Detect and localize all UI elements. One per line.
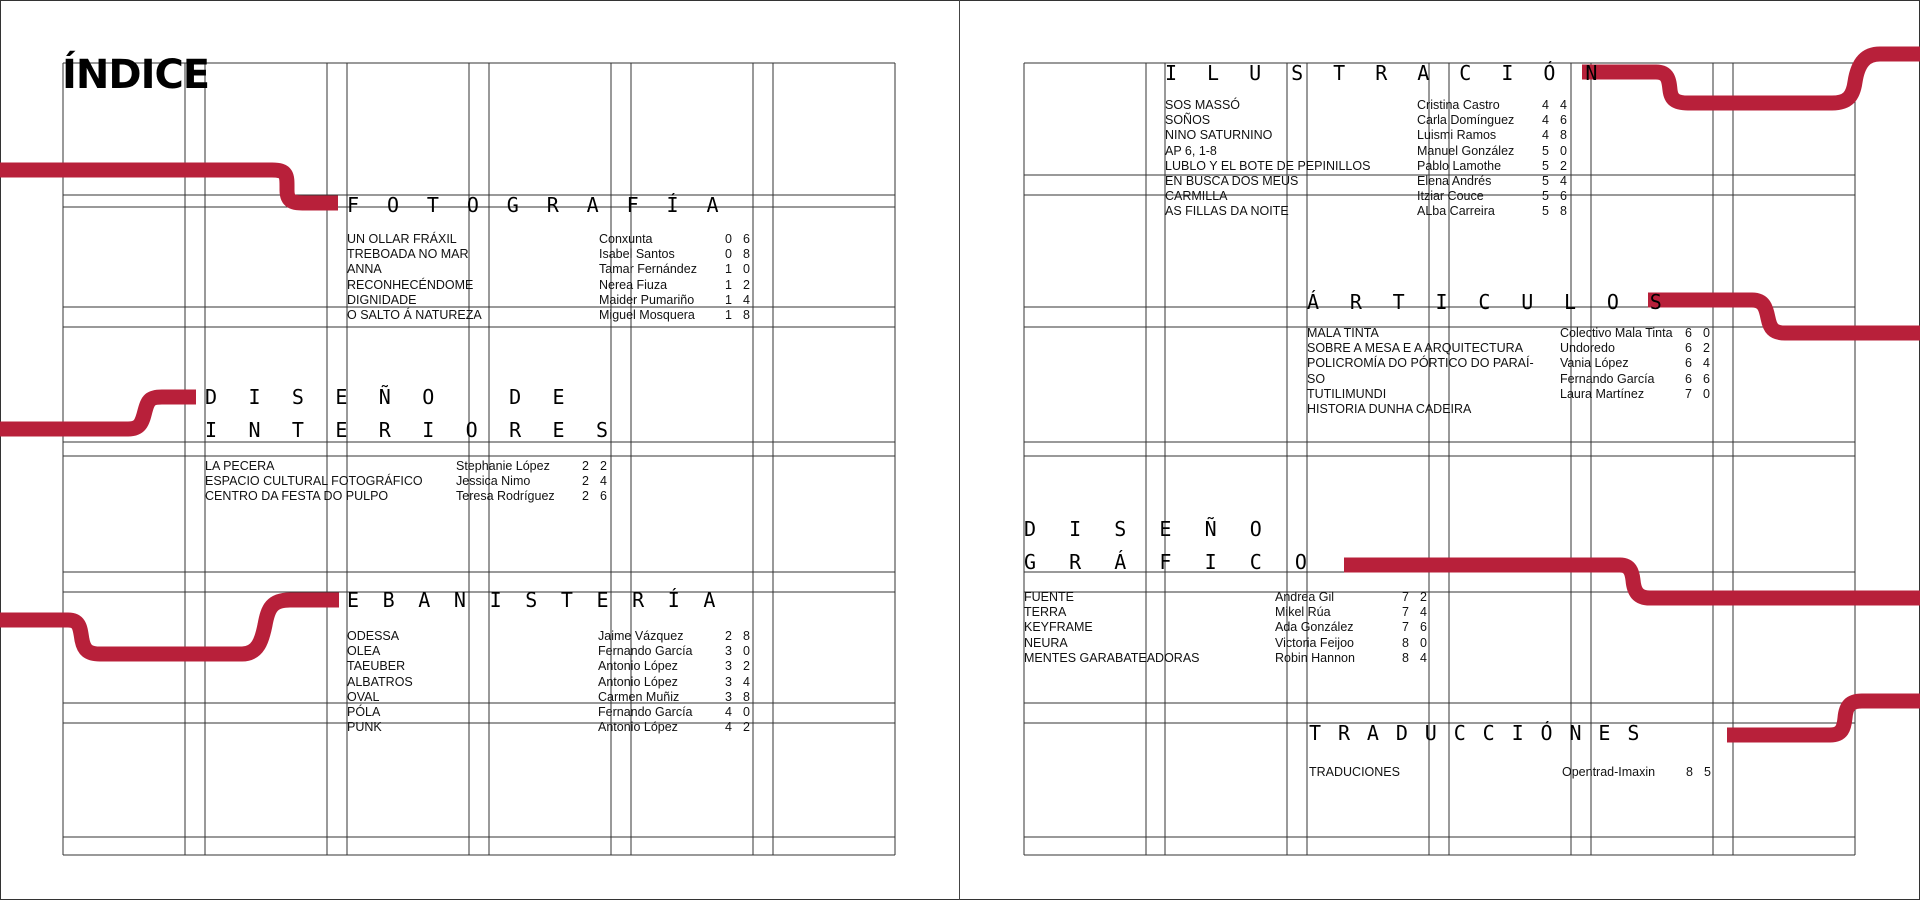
entry-page: 24 bbox=[582, 474, 618, 489]
ribbon-diseno-interiores bbox=[0, 397, 196, 429]
entry-page: 40 bbox=[725, 705, 761, 719]
entry-author: Miguel Mosquera bbox=[599, 308, 695, 322]
entry-page: 52 bbox=[1542, 158, 1578, 173]
entry-author: Luismi Ramos bbox=[1417, 128, 1497, 143]
entry-title: SOBRE A MESA E A ARQUITECTURA bbox=[1307, 341, 1524, 356]
entry-page: 72 bbox=[1402, 590, 1438, 604]
entry-author: Colectivo Mala Tinta bbox=[1560, 326, 1673, 340]
entry-title: O SALTO Á NATUREZA bbox=[347, 308, 482, 322]
entry-author: Antonio López bbox=[598, 720, 678, 735]
entry-author: Jessica Nimo bbox=[456, 474, 531, 489]
entry-title: POLICROMÍA DO PÓRTICO DO PARAÍ- bbox=[1307, 356, 1534, 371]
entry-title: ESPACIO CULTURAL FOTOGRÁFICO bbox=[205, 474, 423, 489]
entry-author: Undoredo bbox=[1560, 341, 1615, 356]
entry-title: TAEUBER bbox=[347, 659, 406, 674]
entry-title: TRADUCIONES bbox=[1309, 765, 1400, 779]
entry-page: 26 bbox=[582, 489, 618, 504]
entry-title: HISTORIA DUNHA CADEIRA bbox=[1307, 402, 1472, 416]
entry-page: 62 bbox=[1685, 341, 1721, 356]
entry-title: CARMILLA bbox=[1165, 189, 1228, 204]
entry-title: UN OLLAR FRÁXIL bbox=[347, 232, 457, 246]
ribbon-ebanisteria bbox=[0, 600, 339, 654]
entry-author: Fernando García bbox=[598, 705, 693, 719]
entry-title: MENTES GARABATEADORAS bbox=[1024, 650, 1200, 665]
heading-ebanisteria: EBANISTERÍA bbox=[347, 588, 740, 612]
entry-author: Maider Pumariño bbox=[599, 292, 695, 307]
entry-page: 58 bbox=[1542, 204, 1578, 219]
entry-title: OVAL bbox=[347, 689, 380, 704]
entry-title: PUNK bbox=[347, 720, 382, 735]
entry-title: ANNA bbox=[347, 262, 382, 277]
entry-title: FUENTE bbox=[1024, 590, 1074, 604]
entry-title: LA PECERA bbox=[205, 459, 275, 473]
entry-author: Antonio López bbox=[598, 674, 678, 689]
heading-diseno-grafico: DISEÑO GRÁFICO bbox=[1024, 517, 1340, 574]
entry-author: Itziar Couce bbox=[1417, 189, 1484, 204]
entry-author: Stephanie López bbox=[456, 459, 550, 473]
entry-author: Ada González bbox=[1275, 620, 1354, 635]
entry-author: Jaime Vázquez bbox=[598, 629, 684, 643]
ribbon-ilustracion bbox=[1582, 54, 1920, 103]
entry-author: Mikel Rúa bbox=[1275, 605, 1331, 620]
entry-title: OLEA bbox=[347, 644, 381, 659]
entry-page: 84 bbox=[1402, 650, 1438, 665]
entry-title: DIGNIDADE bbox=[347, 292, 417, 307]
entry-author: Manuel González bbox=[1417, 143, 1515, 158]
entry-title: SO bbox=[1307, 371, 1326, 386]
entry-title: NEURA bbox=[1024, 635, 1068, 650]
entry-page: 85 bbox=[1686, 765, 1722, 779]
entry-author: Elena Andrés bbox=[1417, 174, 1492, 188]
heading-fotografia: FOTOGRAFÍA bbox=[347, 193, 747, 217]
entry-title: AP 6, 1-8 bbox=[1165, 143, 1217, 158]
entry-title: ALBATROS bbox=[347, 674, 413, 689]
entry-page: 48 bbox=[1542, 128, 1578, 143]
entry-page: 74 bbox=[1402, 605, 1438, 620]
entry-page: 28 bbox=[725, 629, 761, 643]
entry-page: 66 bbox=[1685, 371, 1721, 386]
entry-page: 10 bbox=[725, 262, 761, 277]
entry-page: 22 bbox=[582, 459, 618, 473]
entry-page: 18 bbox=[725, 308, 761, 322]
entry-page: 30 bbox=[725, 644, 761, 659]
entry-title: TERRA bbox=[1024, 605, 1067, 620]
entry-page: 38 bbox=[725, 689, 761, 704]
page-title: ÍNDICE bbox=[62, 52, 210, 98]
entry-title: RECONHECÉNDOME bbox=[347, 277, 474, 292]
page-fold bbox=[959, 0, 960, 900]
entry-page: 46 bbox=[1542, 113, 1578, 128]
entry-title: TUTILIMUNDI bbox=[1307, 386, 1387, 401]
entry-title: SOS MASSÓ bbox=[1165, 98, 1241, 112]
heading-traducciones: TRADUCCIÓNES bbox=[1309, 721, 1657, 745]
entry-author: Carla Domínguez bbox=[1417, 113, 1515, 128]
entry-page: 54 bbox=[1542, 174, 1578, 188]
entry-page: 42 bbox=[725, 720, 761, 735]
entry-page: 60 bbox=[1685, 326, 1721, 340]
entry-author: Antonio López bbox=[598, 659, 678, 674]
entry-page: 14 bbox=[725, 292, 761, 307]
entry-author: Fernando García bbox=[1560, 371, 1655, 386]
entry-title: CENTRO DA FESTA DO PULPO bbox=[205, 489, 389, 504]
entry-author: Laura Martínez bbox=[1560, 386, 1645, 401]
entry-author: Teresa Rodríguez bbox=[456, 489, 555, 504]
entry-author: Cristina Castro bbox=[1417, 98, 1500, 112]
entry-page: 08 bbox=[725, 247, 761, 262]
entry-page: 34 bbox=[725, 674, 761, 689]
entry-author: Opentrad-Imaxin bbox=[1562, 765, 1656, 779]
entry-page: 76 bbox=[1402, 620, 1438, 635]
ribbon-fotografia bbox=[0, 170, 338, 203]
entry-author: Nerea Fiuza bbox=[599, 277, 668, 292]
entry-author: Robin Hannon bbox=[1275, 650, 1355, 665]
heading-articulos: ÁRTICULOS bbox=[1307, 290, 1693, 314]
entry-page: 70 bbox=[1685, 386, 1721, 401]
entry-page: 44 bbox=[1542, 98, 1578, 112]
entry-page: 06 bbox=[725, 232, 761, 246]
entry-page: 56 bbox=[1542, 189, 1578, 204]
entry-author: Isabel Santos bbox=[599, 247, 675, 262]
entry-title: SOÑOS bbox=[1165, 113, 1211, 128]
entry-author: Fernando García bbox=[598, 644, 693, 659]
entry-page: 50 bbox=[1542, 143, 1578, 158]
entry-author: Pablo Lamothe bbox=[1417, 158, 1502, 173]
entry-title: PÓLA bbox=[347, 705, 381, 719]
entry-title: ODESSA bbox=[347, 629, 400, 643]
entry-author: Conxunta bbox=[599, 232, 653, 246]
entry-title: AS FILLAS DA NOITE bbox=[1165, 204, 1289, 219]
entry-title: NINO SATURNINO bbox=[1165, 128, 1273, 143]
entry-author: Carmen Muñiz bbox=[598, 689, 680, 704]
entry-title: MALA TINTA bbox=[1307, 326, 1379, 340]
entry-page: 12 bbox=[725, 277, 761, 292]
entry-author: Vania López bbox=[1560, 356, 1629, 371]
entry-title: EN BUSCA DOS MEUS bbox=[1165, 174, 1299, 188]
entry-author: Tamar Fernández bbox=[599, 262, 697, 277]
entry-title: TREBOADA NO MAR bbox=[347, 247, 469, 262]
entry-author: Victoria Feijoo bbox=[1275, 635, 1354, 650]
entry-page: 80 bbox=[1402, 635, 1438, 650]
heading-ilustracion: ILUSTRACIÓN bbox=[1165, 61, 1628, 85]
entry-title: KEYFRAME bbox=[1024, 620, 1093, 635]
entry-page: 64 bbox=[1685, 356, 1721, 371]
entry-page: 32 bbox=[725, 659, 761, 674]
ribbon-traducciones bbox=[1727, 701, 1920, 735]
entry-author: ALba Carreira bbox=[1417, 204, 1495, 219]
heading-diseno-interiores: DISEÑO DE INTERIORES bbox=[205, 385, 640, 442]
entry-title: LUBLO Y EL BOTE DE PEPINILLOS bbox=[1165, 158, 1371, 173]
entry-author: Andrea Gil bbox=[1275, 590, 1335, 604]
